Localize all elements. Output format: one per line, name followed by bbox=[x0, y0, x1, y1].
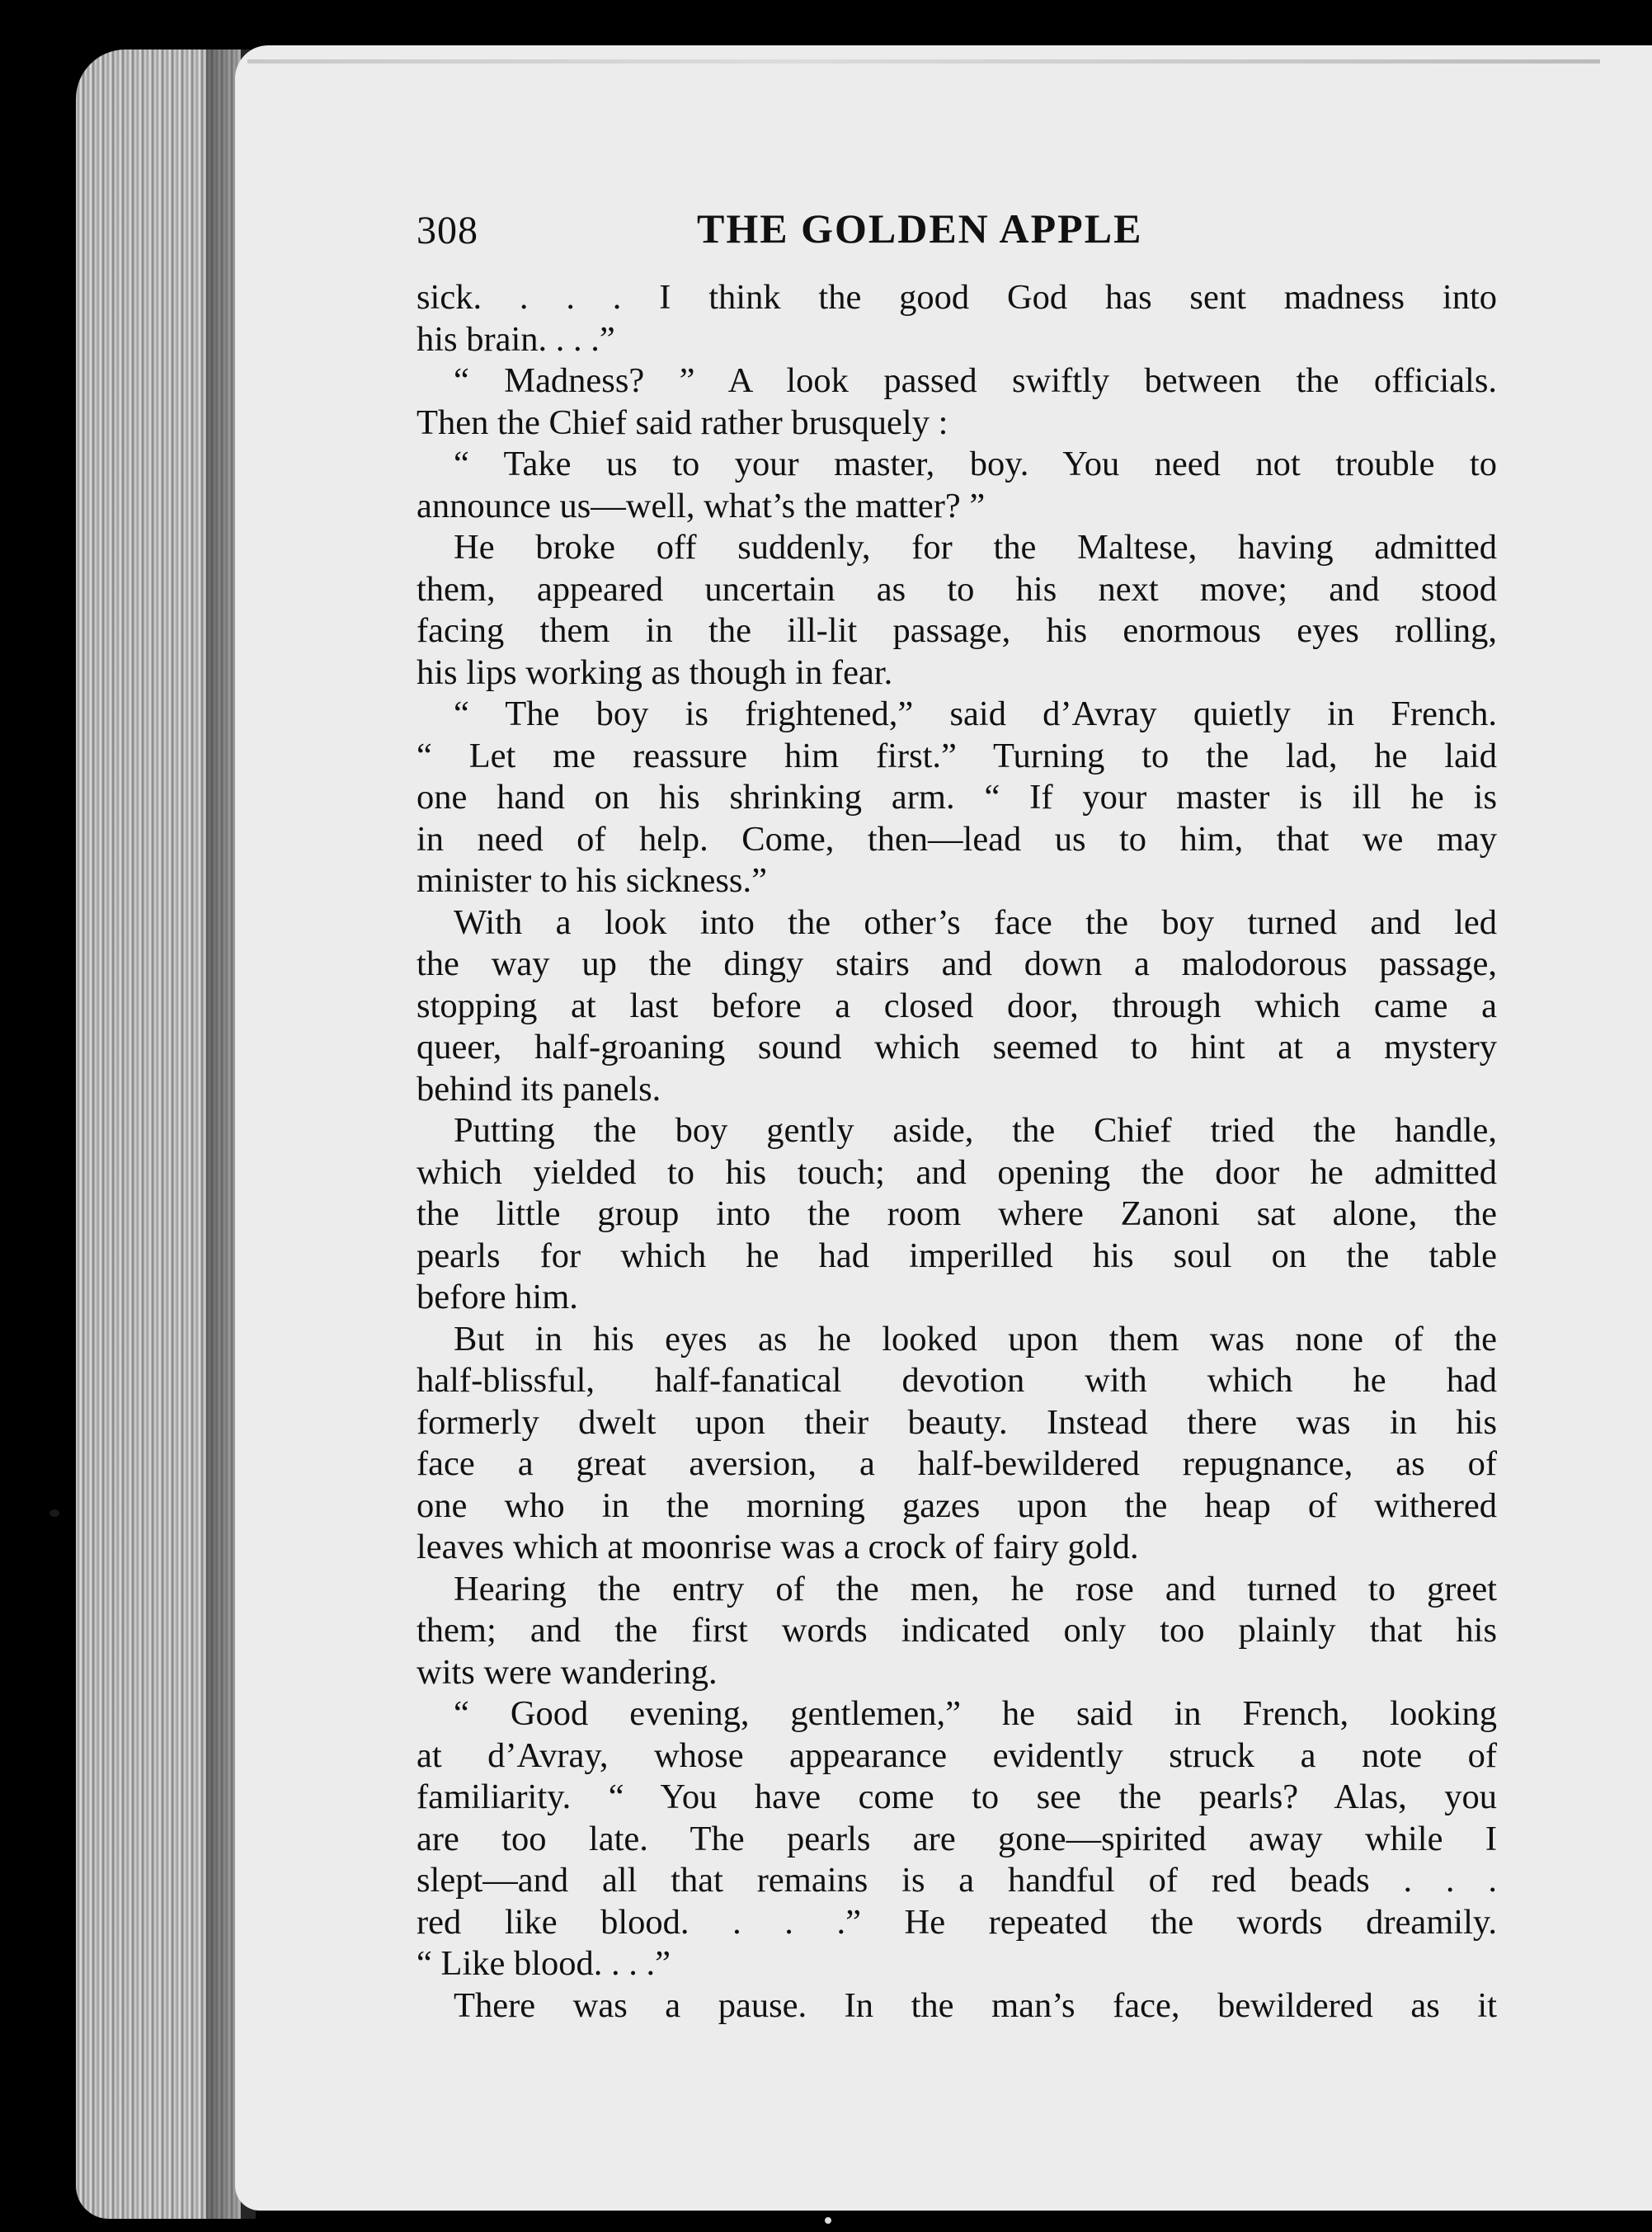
text-line: them; and the first words indicated only too plainly that his bbox=[417, 1611, 1497, 1650]
text-line: behind its panels. bbox=[417, 1069, 661, 1109]
running-header bbox=[417, 205, 1604, 266]
text-line: them, appeared uncertain as to his next move; and stood bbox=[417, 569, 1497, 609]
text-line: minister to his sickness.” bbox=[417, 861, 767, 900]
text-line: With a look into the other’s face the boy turned and led bbox=[454, 902, 1497, 942]
text-line: “ Take us to your master, boy. You need not trouble to bbox=[454, 445, 1497, 483]
text-line: the way up the dingy stairs and down a malodorous passage, bbox=[417, 944, 1497, 983]
text-line: queer, half-groaning sound which seemed to hint at a mystery bbox=[417, 1028, 1497, 1067]
text-line: before him. bbox=[417, 1278, 578, 1316]
scan-speck bbox=[825, 2217, 831, 2224]
text-line: his brain. . . .” bbox=[417, 319, 615, 359]
text-line: slept—and all that remains is a handful of red beads . . . bbox=[417, 1861, 1497, 1900]
text-line: familiarity. “ You have come to see the pearls? Alas, you bbox=[417, 1778, 1497, 1816]
text-line: wits were wandering. bbox=[417, 1652, 718, 1692]
text-line: He broke off suddenly, for the Maltese, having admitted bbox=[454, 528, 1497, 567]
text-line: formerly dwelt upon their beauty. Instead there was in his bbox=[417, 1402, 1497, 1442]
text-line: “ Like blood. . . .” bbox=[417, 1944, 671, 1983]
text-line: one who in the morning gazes upon the heap of withered bbox=[417, 1486, 1497, 1525]
text-line: are too late. The pearls are gone—spirited away while I bbox=[417, 1819, 1497, 1858]
text-line: his lips working as though in fear. bbox=[417, 652, 893, 692]
text-line: face a great aversion, a half-bewildered repugnance, as of bbox=[417, 1444, 1497, 1483]
text-line: But in his eyes as he looked upon them was none of the bbox=[454, 1319, 1497, 1359]
body-text bbox=[417, 277, 1497, 2027]
text-line: at d’Avray, whose appearance evidently struck a note of bbox=[417, 1735, 1497, 1775]
text-line: “ The boy is frightened,” said d’Avray quietly in French. bbox=[454, 695, 1497, 733]
text-line: Then the Chief said rather brusquely : bbox=[417, 403, 948, 442]
text-line: half-blissful, half-fanatical devotion with which he had bbox=[417, 1361, 1497, 1400]
text-line: “ Let me reassure him first.” Turning to the lad, he laid bbox=[417, 736, 1497, 775]
page-top-edge bbox=[247, 59, 1600, 64]
text-line: leaves which at moonrise was a crock of fairy gold. bbox=[417, 1528, 1139, 1566]
text-line: one hand on his shrinking arm. “ If your master is ill he is bbox=[417, 778, 1497, 817]
text-line: Hearing the entry of the men, he rose and turned to greet bbox=[454, 1569, 1497, 1608]
text-line: facing them in the ill-lit passage, his enormous eyes rolling, bbox=[417, 611, 1497, 650]
text-line: “ Good evening, gentlemen,” he said in French, looking bbox=[454, 1694, 1497, 1733]
text-line: announce us—well, what’s the matter? ” bbox=[417, 486, 986, 525]
text-line: pearls for which he had imperilled his soul on the table bbox=[417, 1236, 1497, 1275]
page-number: 308 bbox=[417, 209, 478, 252]
running-title: THE GOLDEN APPLE bbox=[697, 205, 1143, 252]
text-line: sick. . . . I think the good God has sent madness into bbox=[417, 278, 1497, 317]
scan-speck bbox=[49, 1509, 59, 1517]
text-line: in need of help. Come, then—lead us to him, that we may bbox=[417, 819, 1497, 859]
text-line: Putting the boy gently aside, the Chief tried the handle, bbox=[454, 1111, 1497, 1150]
text-line: There was a pause. In the man’s face, bewildered as it bbox=[454, 1985, 1497, 2025]
text-line: which yielded to his touch; and opening the door he admitted bbox=[417, 1152, 1497, 1192]
text-line: the little group into the room where Zanoni sat alone, the bbox=[417, 1194, 1497, 1233]
text-line: stopping at last before a closed door, through which came a bbox=[417, 986, 1497, 1025]
text-line: “ Madness? ” A look passed swiftly between the officials. bbox=[454, 361, 1497, 400]
text-line: red like blood. . . .” He repeated the words dreamily. bbox=[417, 1902, 1497, 1942]
